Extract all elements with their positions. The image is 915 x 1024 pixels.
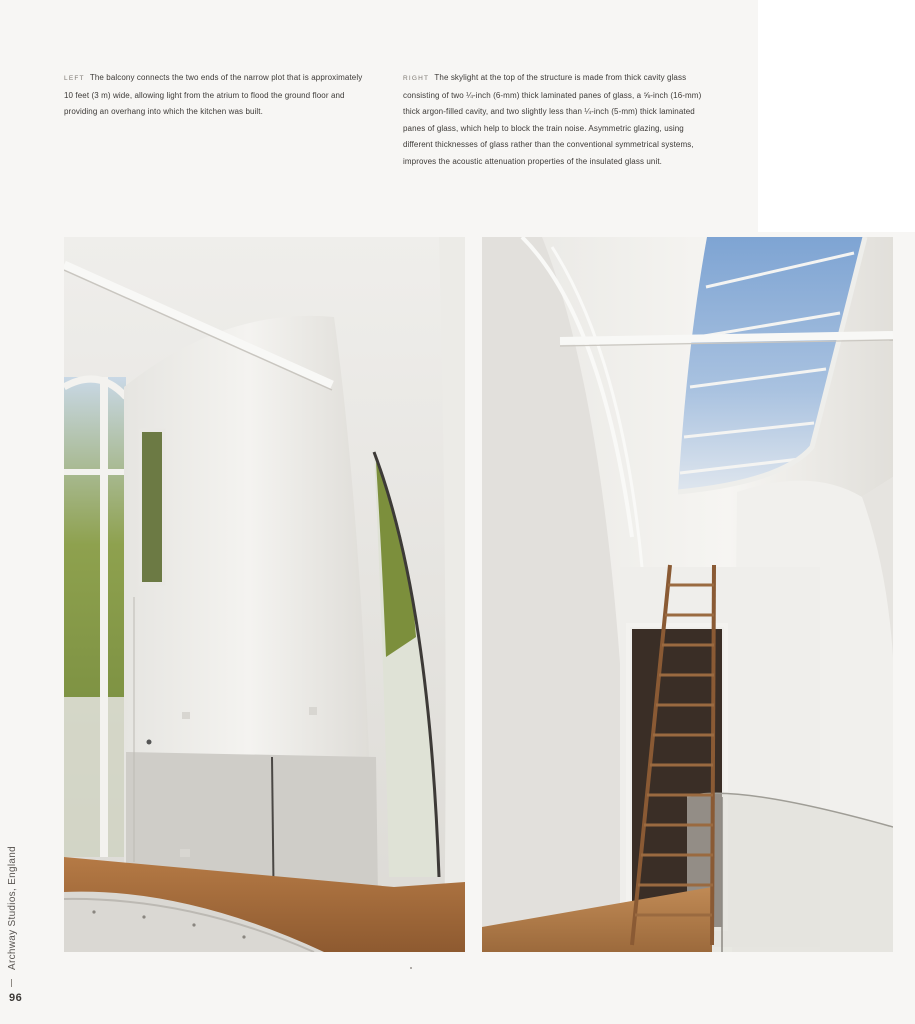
balcony-photo-illustration xyxy=(64,237,465,952)
caption-right xyxy=(403,70,708,170)
photo-right-skylight xyxy=(482,237,893,952)
caption-left-lead: LEFT xyxy=(64,75,85,82)
skylight-photo-illustration xyxy=(482,237,893,952)
page-edge xyxy=(758,0,915,232)
caption-left-text: The balcony connects the two ends of the narrow plot that is approximately 10 feet (3 m) wide, allowing light from the atrium to flood the ground floor and providing an overhang into which the kitchen was built. xyxy=(64,73,363,116)
print-mark xyxy=(410,967,412,969)
caption-right-text: The skylight at the top of the structure is made from thick cavity glass consisting of two ¼-inch (6-mm) thick laminated panes of glass, a ⅝-inch (16-mm) thick argon-filled cavity, and two slightly less than ¼-inch (5-mm) thick laminated panes of glass, which help to block the train noise. Asymmetric glazing, using different thicknesses of glass rather than the conventional symmetrical systems, improves the acoustic attenuation properties of the insulated glass unit. xyxy=(403,73,702,166)
caption-left xyxy=(64,70,364,121)
spine-divider xyxy=(11,979,12,987)
running-footer-spine xyxy=(3,828,23,978)
spine-text: Archway Studios, England xyxy=(7,846,18,970)
caption-right-lead: RIGHT xyxy=(403,75,430,82)
photo-left-balcony xyxy=(64,237,465,952)
page-number: 96 xyxy=(9,992,23,1004)
